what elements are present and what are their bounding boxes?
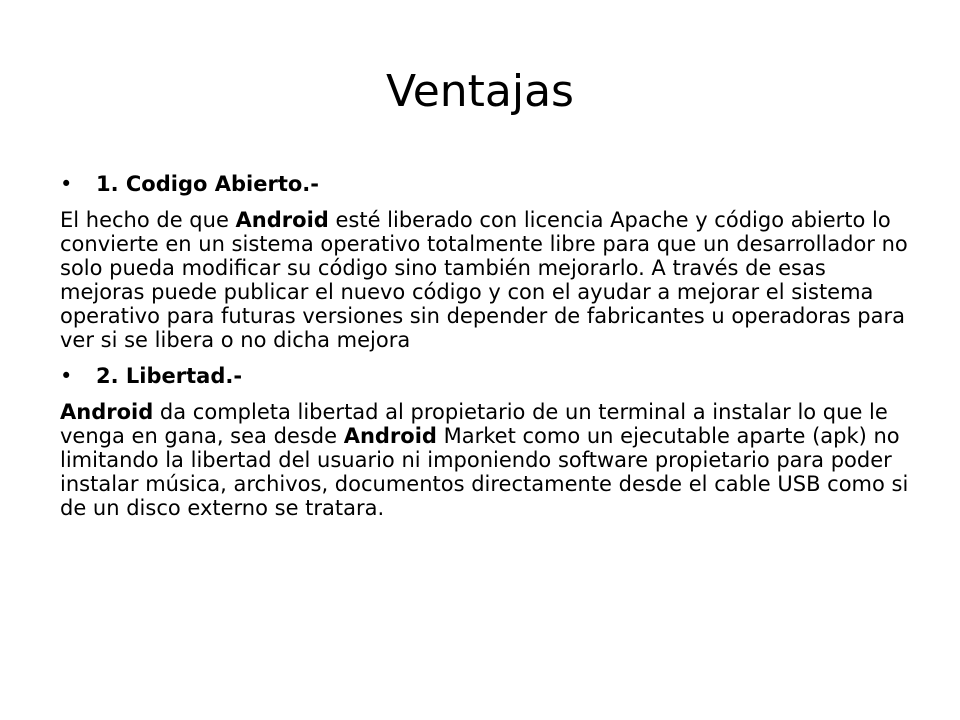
bullet-item-codigo-abierto [60,168,910,200]
bullet-item-libertad [60,360,910,392]
paragraph-text: da completa libertad al propietario de un terminal a instalar lo que le venga en gana, sea desde [60,400,888,448]
paragraph-text: El hecho de que [60,208,236,232]
paragraph-text: esté liberado con licencia Apache y código abierto lo convierte en un sistema operativo totalmente libre para que un desarrollador no solo pueda modificar su código sino también mejorarlo. A través de esas mejoras puede publicar el nuevo código y con el ayudar a mejorar el sistema operativo para futuras versiones sin depender de fabricantes u operadoras para ver si se libera o no dicha mejora [60,208,908,352]
paragraph-libertad [60,400,910,520]
paragraph-codigo-abierto [60,208,910,352]
paragraph-text: Market como un ejecutable aparte (apk) no limitando la libertad del usuario ni imponiendo software propietario para poder instalar música, archivos, documentos directamente desde el cable USB como si de un disco externo se tratara. [60,424,909,520]
bullet-heading: 1. Codigo Abierto.- [96,172,319,196]
bullet-dot-icon: • [60,172,73,196]
bullet-heading: 2. Libertad.- [96,364,243,388]
slide-title: Ventajas [386,66,574,117]
slide-content [60,168,910,520]
paragraph-bold-text: Android [60,400,154,424]
paragraph-bold-text: Android [235,208,329,232]
bullet-dot-icon: • [60,364,73,388]
paragraph-bold-text: Android [343,424,437,448]
